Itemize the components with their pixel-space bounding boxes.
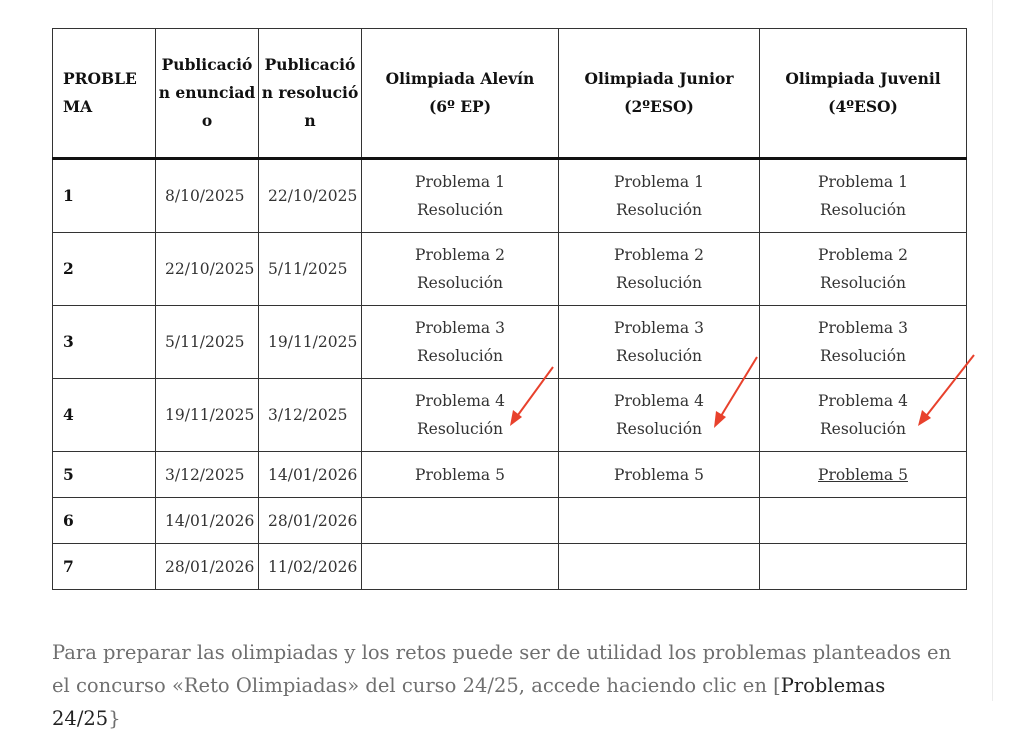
problemas-24-25-link[interactable]: Problemas 24/25 [52,673,886,730]
publicacion-resolucion-date: 14/01/2026 [259,452,362,498]
publicacion-enunciado-date: 22/10/2025 [156,233,259,306]
publicacion-resolucion-date: 22/10/2025 [259,159,362,233]
juvenil-cell [760,498,967,544]
junior-cell [559,498,760,544]
juvenil-cell [760,233,967,306]
table-row [53,379,967,452]
publicacion-resolucion-date: 19/11/2025 [259,306,362,379]
alevin-problema-link[interactable]: Problema 1 [415,173,505,191]
publicacion-resolucion-date: 3/12/2025 [259,379,362,452]
table-header-row [53,29,967,159]
juvenil-cell [760,379,967,452]
alevin-problema-link[interactable]: Problema 4 [415,392,505,410]
juvenil-resolucion-link[interactable]: Resolución [819,347,907,365]
intro-text-end: } [108,706,121,730]
header-olimpiada-alevin: Olimpiada Alevín (6º EP) [362,29,559,159]
publicacion-enunciado-date: 28/01/2026 [156,544,259,590]
juvenil-cell [760,159,967,233]
header-olimpiada-junior: Olimpiada Junior (2ºESO) [559,29,760,159]
alevin-cell [362,159,559,233]
alevin-cell [362,306,559,379]
alevin-cell [362,233,559,306]
junior-resolucion-link[interactable]: Resolución [615,274,703,292]
juvenil-cell [760,544,967,590]
table-row [53,306,967,379]
header-olimpiada-juvenil: Olimpiada Juvenil (4ºESO) [760,29,967,159]
junior-cell [559,544,760,590]
juvenil-resolucion-link[interactable]: Resolución [819,201,907,219]
junior-cell [559,159,760,233]
header-problema: PROBLEMA [53,29,156,159]
juvenil-resolucion-link[interactable]: Resolución [819,420,907,438]
alevin-resolucion-link[interactable]: Resolución [416,201,504,219]
publicacion-enunciado-date: 8/10/2025 [156,159,259,233]
row-number: 1 [53,159,156,233]
intro-paragraph [52,636,952,735]
junior-cell [559,306,760,379]
juvenil-cell [760,452,967,498]
page-right-border [992,0,993,701]
juvenil-problema-link[interactable]: Problema 1 [818,173,908,191]
olimpiadas-schedule-table [52,28,967,590]
alevin-problema-link[interactable]: Problema 3 [415,319,505,337]
junior-problema-link[interactable]: Problema 1 [614,173,704,191]
junior-resolucion-link[interactable]: Resolución [615,347,703,365]
intro-text: Para preparar las olimpiadas y los retos puede ser de utilidad los problemas planteados en el concurso «Reto Olimpiadas» del curso 24/25, accede haciendo clic en [ [52,640,952,697]
junior-cell [559,452,760,498]
publicacion-enunciado-date: 3/12/2025 [156,452,259,498]
publicacion-enunciado-date: 19/11/2025 [156,379,259,452]
juvenil-problema-link[interactable]: Problema 4 [818,392,908,410]
junior-resolucion-link[interactable]: Resolución [615,420,703,438]
junior-cell [559,233,760,306]
juvenil-resolucion-link[interactable]: Resolución [819,274,907,292]
table-row [53,544,967,590]
header-publicacion-resolucion: Publicación resolución [259,29,362,159]
row-number: 6 [53,498,156,544]
junior-cell [559,379,760,452]
table-row [53,159,967,233]
alevin-resolucion-link[interactable]: Resolución [416,420,504,438]
row-number: 2 [53,233,156,306]
row-number: 4 [53,379,156,452]
publicacion-enunciado-date: 14/01/2026 [156,498,259,544]
juvenil-problema-link[interactable]: Problema 3 [818,319,908,337]
alevin-problema-link[interactable]: Problema 5 [415,465,505,484]
alevin-resolucion-link[interactable]: Resolución [416,274,504,292]
alevin-problema-link[interactable]: Problema 2 [415,246,505,264]
alevin-cell [362,379,559,452]
row-number: 7 [53,544,156,590]
publicacion-resolucion-date: 11/02/2026 [259,544,362,590]
table-row [53,452,967,498]
juvenil-problema-link[interactable]: Problema 2 [818,246,908,264]
junior-problema-link[interactable]: Problema 2 [614,246,704,264]
alevin-resolucion-link[interactable]: Resolución [416,347,504,365]
junior-problema-link[interactable]: Problema 3 [614,319,704,337]
publicacion-enunciado-date: 5/11/2025 [156,306,259,379]
juvenil-problema-link[interactable]: Problema 5 [818,465,908,484]
juvenil-cell [760,306,967,379]
alevin-cell [362,544,559,590]
row-number: 5 [53,452,156,498]
alevin-cell [362,498,559,544]
publicacion-resolucion-date: 28/01/2026 [259,498,362,544]
alevin-cell [362,452,559,498]
publicacion-resolucion-date: 5/11/2025 [259,233,362,306]
junior-resolucion-link[interactable]: Resolución [615,201,703,219]
row-number: 3 [53,306,156,379]
junior-problema-link[interactable]: Problema 4 [614,392,704,410]
junior-problema-link[interactable]: Problema 5 [614,465,704,484]
header-publicacion-enunciado: Publicación enunciado [156,29,259,159]
table-row [53,498,967,544]
table-row [53,233,967,306]
